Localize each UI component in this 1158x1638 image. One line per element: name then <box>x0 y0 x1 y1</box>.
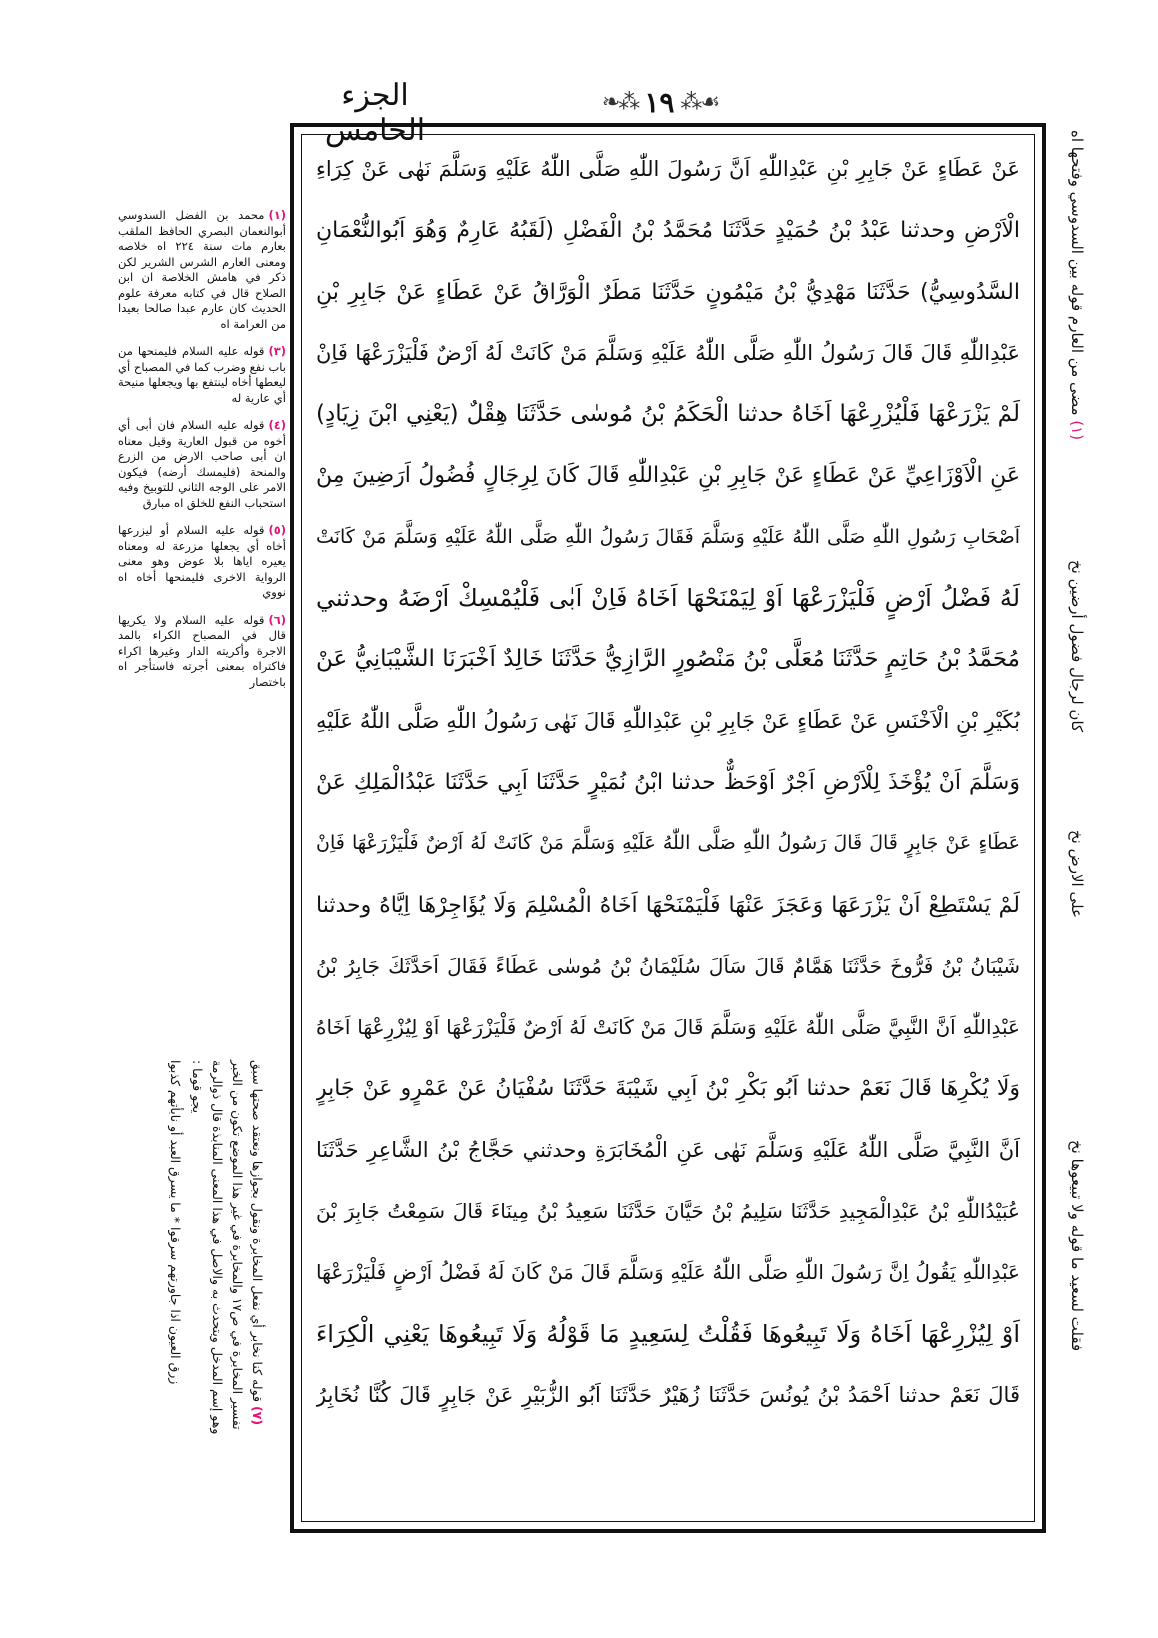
text-line: وَلَا يُكْرِهَا قَالَ نَعَمْ حدثنا اَبُو بَكْرِ بْنُ اَبِي شَيْبَةَ حَدَّثَنَا سُفْيَانُ عَنْ عَمْرٍو عَنْ جَابِرٍ <box>316 1076 1020 1102</box>
text-line: وَسَلَّمَ اَنْ يُؤْخَذَ لِلْاَرْضِ اَجْرٌ اَوْحَظٌّ حدثنا ابْنُ نُمَيْرٍ حَدَّثَنَا اَبِي حَدَّثَنَا عَبْدُالْمَلِكِ عَنْ <box>316 769 1020 795</box>
text-line: عَبْدِاللّٰهِ اَنَّ النَّبِيَّ صَلَّى اللّٰهُ عَلَيْهِ وَسَلَّمَ قَالَ مَنْ كَانَتْ لَهُ اَرْضٌ فَلْيَزْرَعْهَا اَوْ لِيُزْرِعْهَا اَخَاهُ <box>316 1015 1020 1040</box>
page-number: ١٩ <box>644 85 675 119</box>
main-text-frame <box>290 123 1046 1533</box>
text-line: السَّدُوسِيُّ) حَدَّثَنَا مَهْدِيُّ بْنُ مَيْمُونٍ حَدَّثَنَا مَطَرٌ الْوَرَّاقُ عَنْ عَطَاءٍ عَنْ جَابِرِ بْنِ <box>316 279 1020 305</box>
footnote-7-line: وهو إسم المدخل ويتحدث به والاصل في هذا المعنى المنابذة قال ذوالرمة <box>210 1060 225 1435</box>
page-number-ornament <box>595 80 725 124</box>
text-line: الْاَرْضِ وحدثنا عَبْدُ بْنُ حُمَيْدٍ حَدَّثَنَا مُحَمَّدُ بْنُ الْفَضْلِ (لَقَبُهُ عَارِمٌ وَهُوَ اَبُوالنُّعْمَانِ <box>316 218 1020 244</box>
right-margin-notes <box>1058 130 1104 1530</box>
text-line: اَصْحَابِ رَسُولِ اللّٰهِ صَلَّى اللّٰهُ عَلَيْهِ وَسَلَّمَ فَقَالَ رَسُولُ اللّٰهِ صَلَّى اللّٰهُ عَلَيْهِ وَسَلَّمَ مَنْ كَانَتْ <box>316 525 1020 548</box>
footnote-7-line: يجو قوما : <box>190 1060 205 1114</box>
text-line: اَوْ لِيُزْرِعْهَا اَخَاهُ وَلَا تَبِيعُوهَا فَقُلْتُ لِسَعِيدٍ مَا قَوْلُهُ وَلَا تَبِيعُوهَا يَعْنِي الْكِرَاءَ <box>316 1319 1020 1348</box>
margin-note: (١) مضى من العارم قوله بين السدوسي وفتحها اه <box>1068 130 1086 441</box>
text-line: بُكَيْرِ بْنِ الْاَخْنَسِ عَنْ عَطَاءٍ عَنْ جَابِرِ بْنِ عَبْدِاللّٰهِ قَالَ نَهٰى رَسُولُ اللّٰهِ صَلَّى اللّٰهُ عَلَيْهِ <box>316 708 1020 733</box>
footnote-7-line: (٧) قوله كنا نخابر أي نفعل المخابرة ونقول بجوازها ونعتقد صحتها سبق <box>250 1060 265 1426</box>
text-line: لَمْ يَسْتَطِعْ اَنْ يَزْرَعَهَا وَعَجَزَ عَنْهَا فَلْيَمْنَحْهَا اَخَاهُ الْمُسْلِمَ وَلَا يُؤَاجِرْهَا اِيَّاهُ وحدثنا <box>316 892 1020 918</box>
text-line: عَبْدِاللّٰهِ يَقُولُ اِنَّ رَسُولَ اللّٰهِ صَلَّى اللّٰهُ عَلَيْهِ وَسَلَّمَ قَالَ مَنْ كَانَ لَهُ فَضْلُ اَرْضٍ فَلْيَزْرَعْهَا <box>316 1260 1020 1285</box>
footnote: (١)محمد بن الفضل السدوسي أبوالنعمان البصري الحافظ الملقب بعارم مات سنة ٢٢٤ اه خلاصه ومعنى العارم الشرس الشرير لكن ذكر في هامش الخلاصة ان ابن الصلاح قال في كتابه معرفة علوم الحديث كان عارم عبدا صالحا بعيدا من العرامة اه <box>118 208 287 331</box>
footnote-7-line: زرق العيون اذا جاورتهم سرقوا * ما يسرق العبد أو نابأتهم كذبوا <box>168 1060 183 1385</box>
footnote-7 <box>150 1060 270 1500</box>
footnotes-column <box>118 208 286 702</box>
ornament-icon: ❧⁂ <box>601 89 639 115</box>
ornament-icon: ⁂☙ <box>680 89 719 115</box>
margin-note: على الارض نخ <box>1068 830 1086 918</box>
hadith-text <box>316 139 1020 1426</box>
text-line: عُبَيْدُاللّٰهِ بْنُ عَبْدِالْمَجِيدِ حَدَّثَنَا سَلِيمُ بْنُ حَيَّانَ حَدَّثَنَا سَعِيدُ بْنُ مِينَاءَ قَالَ سَمِعْتُ جَابِرَ بْنَ <box>316 1199 1020 1224</box>
text-line: عَنِ الْاَوْزَاعِيِّ عَنْ عَطَاءٍ عَنْ جَابِرِ بْنِ عَبْدِاللّٰهِ قَالَ كَانَ لِرِجَالٍ فُضُولُ اَرَضِينَ مِنْ <box>316 463 1020 489</box>
text-line: شَيْبَانُ بْنُ فَرُّوخَ حَدَّثَنَا هَمَّامٌ قَالَ سَاَلَ سُلَيْمَانُ بْنُ مُوسٰى عَطَاءً فَقَالَ اَحَدَّثَكَ جَابِرُ بْنُ <box>316 953 1020 978</box>
margin-note: فقلت لسعيد ما قوله ولا تبيعوها نخ <box>1068 1140 1086 1352</box>
footnote: (٦)قوله عليه السلام ولا يكريها قال في المصباح الكراء بالمد الاجرة وأكريته الدار وغيرها اكراء فاكتراه بمعنى أجرته فاستأجر اه باختصار <box>118 612 286 689</box>
text-line: عَطَاءٍ عَنْ جَابِرٍ قَالَ قَالَ رَسُولُ اللّٰهِ صَلَّى اللّٰهُ عَلَيْهِ وَسَلَّمَ مَنْ كَانَتْ لَهُ اَرْضٌ فَلْيَزْرَعْهَا فَاِنْ <box>316 832 1020 855</box>
text-line: مُحَمَّدُ بْنُ حَاتِمٍ حَدَّثَنَا مُعَلَّى بْنُ مَنْصُورٍ الرَّازِيُّ حَدَّثَنَا خَالِدٌ اَخْبَرَنَا الشَّيْبَانِيُّ عَنْ <box>316 646 1020 673</box>
margin-note: كان لرجال فضول أرضين نخ <box>1068 560 1086 733</box>
text-line: اَنَّ النَّبِيَّ صَلَّى اللّٰهُ عَلَيْهِ وَسَلَّمَ نَهٰى عَنِ الْمُخَابَرَةِ وحدثني حَجَّاجُ بْنُ الشَّاعِرِ حَدَّثَنَا <box>316 1137 1020 1162</box>
text-line: قَالَ نَعَمْ حدثنا اَحْمَدُ بْنُ يُونُسَ حَدَّثَنَا زُهَيْرٌ حَدَّثَنَا اَبُو الزُّبَيْرِ عَنْ جَابِرٍ قَالَ كُنَّا نُخَابِرُ <box>316 1382 1020 1407</box>
text-line: عَنْ عَطَاءٍ عَنْ جَابِرِ بْنِ عَبْدِاللّٰهِ اَنَّ رَسُولَ اللّٰهِ صَلَّى اللّٰهُ عَلَيْهِ وَسَلَّمَ نَهٰى عَنْ كِرَاءِ <box>316 157 1020 181</box>
footnote: (٣)قوله عليه السلام فليمنحها من باب نفع وضرب كما في المصباح أي ليعطها أخاه لينتفع بها ويجعلها منيحة أي عارية له <box>118 344 286 405</box>
text-line: لَهُ فَضْلُ اَرْضٍ فَلْيَزْرَعْهَا اَوْ لِيَمْنَحْهَا اَخَاهُ فَاِنْ اَبٰى فَلْيُمْسِكْ اَرْضَهُ وحدثني <box>316 584 1020 613</box>
footnote-7-line: تفسير المخابرة في ص١٧ والمخابرة في غير هذا الموضع تكون من الخبر <box>230 1060 245 1430</box>
footnote: (٤)قوله عليه السلام فان أبى أي أخوه من قبول العارية وقيل معناه ان أبى صاحب الارض من الزرع والمنحة (فليمسك أرضه) فيكون الامر على الوجه الثاني للتوبيخ وفيه استحباب النفع للخلق اه مبارق <box>118 418 286 510</box>
part-title: الجزء الخامس <box>324 78 426 148</box>
text-line: لَمْ يَزْرَعْهَا فَلْيُزْرِعْهَا اَخَاهُ حدثنا الْحَكَمُ بْنُ مُوسٰى حَدَّثَنَا هِقْلٌ (يَعْنِي ابْنَ زِيَادٍ) <box>316 401 1020 428</box>
footnote: (٥)قوله عليه السلام أو ليزرعها أخاه أي يجعلها مزرعة له ومعناه يعيره اياها بلا عوض وهو معنى الرواية الاخرى فليمنحها أخاه اه نووي <box>118 523 286 599</box>
text-line: عَبْدِاللّٰهِ قَالَ قَالَ رَسُولُ اللّٰهِ صَلَّى اللّٰهُ عَلَيْهِ وَسَلَّمَ مَنْ كَانَتْ لَهُ اَرْضٌ فَلْيَزْرَعْهَا فَاِنْ <box>316 340 1020 365</box>
